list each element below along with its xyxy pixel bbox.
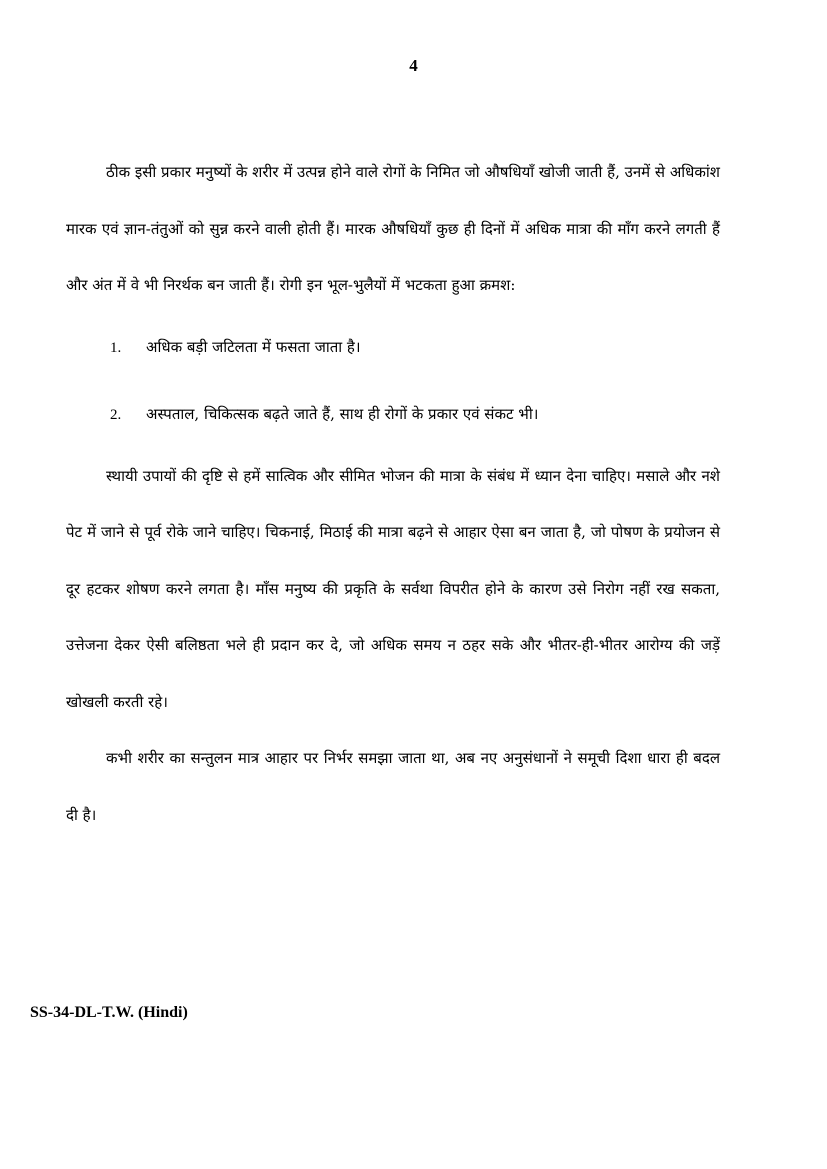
paragraph-2: स्थायी उपायों की दृष्टि से हमें सात्विक और सीमित भोजन की मात्रा के संबंध में ध्यान देना चाहिए। मसाले और नशे पेट में जाने से पूर्व रोके जाने चाहिए। चिकनाई, मिठाई की मात्रा बढ़ने से आहार ऐसा बन जाता है, जो पोषण के प्रयोजन से दूर हटकर शोषण करने लगता है। माँस मनुष्य की प्रकृति के सर्वथा विपरीत होने के कारण उसे निरोग नहीं रख सकता, उत्तेजना देकर ऐसी बलिष्ठता भले ही प्रदान कर दे, जो अधिक समय न ठहर सके और भीतर-ही-भीतर आरोग्य की जड़ें खोखली करती रहे।: [66, 466, 720, 711]
list-item-text: अस्पताल, चिकित्सक बढ़ते जाते हैं, साथ ही रोगों के प्रकार एवं संकट भी।: [146, 404, 539, 423]
document-code-footer: SS-34-DL-T.W. (Hindi): [30, 1004, 188, 1021]
paragraph-3: कभी शरीर का सन्तुलन मात्र आहार पर निर्भर समझा जाता था, अब नए अनुसंधानों ने समूची दिशा धारा ही बदल दी है।: [66, 749, 720, 824]
list-item-text: अधिक बड़ी जटिलता में फसता जाता है।: [146, 337, 361, 356]
numbered-list: [66, 314, 720, 448]
list-item-number: 1.: [110, 339, 122, 356]
list-item: [66, 314, 720, 381]
document-body: [66, 144, 720, 843]
paragraph-1: ठीक इसी प्रकार मनुष्यों के शरीर में उत्पन्न होने वाले रोगों के निमित जो औषधियाँ खोजी जाती हैं, उनमें से अधिकांश मारक एवं ज्ञान-तंतुओं को सुन्न करने वाली होती हैं। मारक औषधियाँ कुछ ही दिनों में अधिक मात्रा की माँग करने लगती हैं और अंत में वे भी निरर्थक बन जाती हैं। रोगी इन भूल-भुलैयों में भटकता हुआ क्रमश:: [66, 163, 720, 294]
list-item-number: 2.: [110, 406, 122, 423]
page-number: 4: [409, 56, 418, 75]
list-item: [66, 381, 720, 448]
